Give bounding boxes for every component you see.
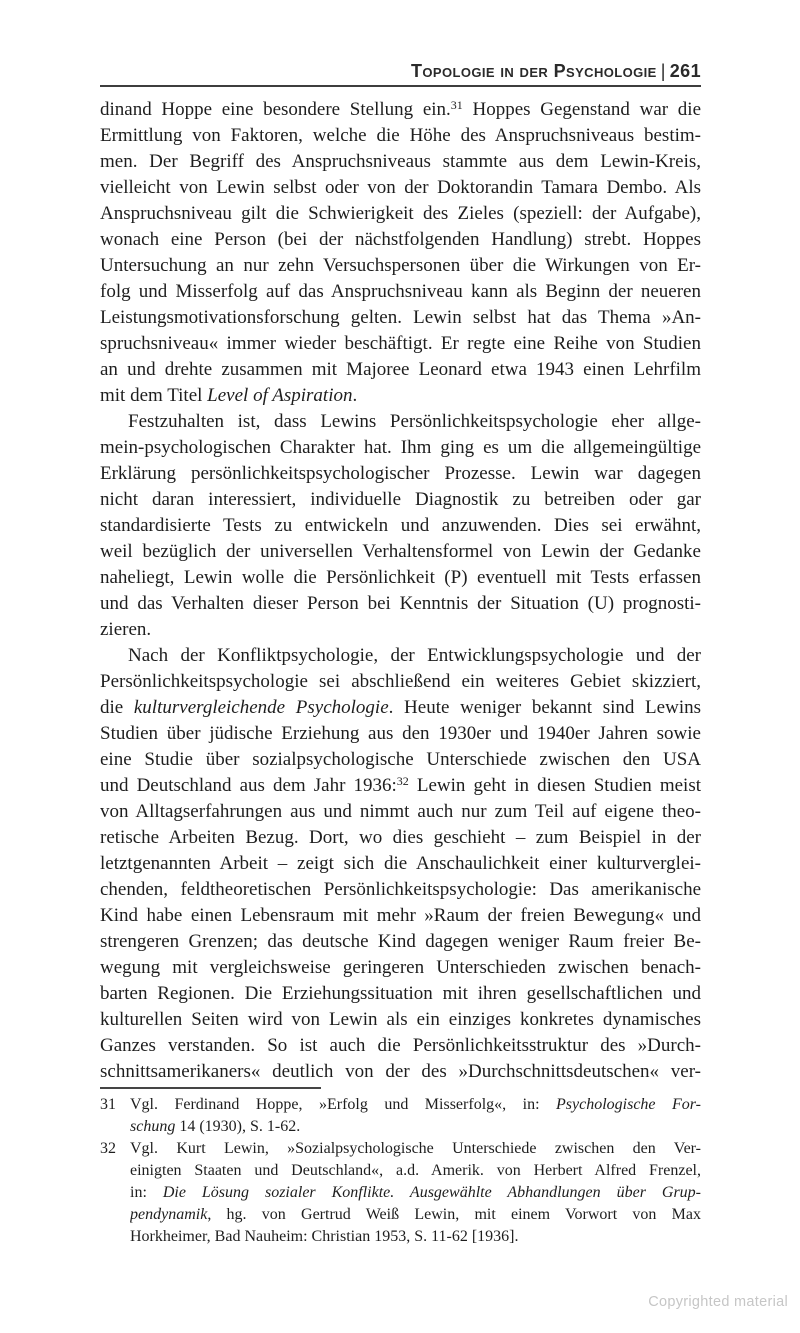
text-run: folg und Misserfolg auf das Anspruchsniveau kann als Beginn der neueren	[100, 281, 701, 302]
text-run: letztgenannten Arbeit – zeigt sich die Anschaulichkeit einer kulturverglei-	[100, 853, 701, 874]
text-line	[100, 201, 701, 227]
running-head	[100, 61, 701, 82]
text-run: mein-psychologischen Charakter hat. Ihm ging es um die allgemeingültige	[100, 437, 701, 458]
text-line	[100, 669, 701, 695]
header-rule	[100, 85, 701, 87]
text-run: Studien über jüdische Erziehung aus den 1930er und 1940er Jahren sowie	[100, 723, 701, 744]
footnote-reference: 31	[450, 98, 463, 112]
page-number: 261	[669, 61, 701, 81]
text-run: Leistungsmotivationsforschung gelten. Lewin selbst hat das Thema »An-	[100, 307, 701, 328]
text-line	[100, 513, 701, 539]
text-run: kulturellen Seiten wird von Lewin als ein einziges konkretes dynamisches	[100, 1009, 701, 1030]
text-line	[100, 97, 701, 123]
text-run: Die Lösung sozialer Konflikte. Ausgewählte Abhandlungen über Grup-	[162, 1184, 701, 1201]
text-line	[100, 1033, 701, 1059]
text-line	[100, 955, 701, 981]
text-run: Ermittlung von Faktoren, welche die Höhe des Anspruchsniveaus bestim-	[100, 125, 701, 146]
text-line	[130, 1182, 701, 1204]
text-line	[100, 695, 701, 721]
text-run: Ganzes verstanden. So ist auch die Persönlichkeitsstruktur des »Durch-	[100, 1035, 701, 1056]
text-line	[100, 409, 701, 435]
running-head-title: Topologie in der Psychologie	[411, 61, 657, 81]
text-line	[100, 643, 701, 669]
text-run: Erklärung persönlichkeitspsychologischer Prozesse. Lewin war dagegen	[100, 463, 701, 484]
text-line	[100, 877, 701, 903]
footnote-number: 31	[100, 1096, 116, 1113]
paragraph	[100, 97, 701, 409]
text-line	[100, 851, 701, 877]
text-run: kulturvergleichende Psychologie	[133, 697, 389, 718]
text-run: dinand Hoppe eine besondere Stellung ein.	[100, 99, 451, 120]
text-run: chenden, feldtheoretischen Persönlichkeitspsychologie: Das amerikanische	[100, 879, 701, 900]
footnote-number: 32	[100, 1140, 116, 1157]
paragraph	[100, 643, 701, 1085]
text-line	[100, 383, 701, 409]
text-run: in:	[130, 1184, 163, 1201]
footnote-rule	[100, 1087, 321, 1089]
text-run: Horkheimer, Bad Nauheim: Christian 1953, S. 11-62 [1936].	[130, 1228, 519, 1245]
text-run: wonach eine Person (bei der nächstfolgenden Handlung) strebt. Hoppes	[100, 229, 701, 250]
text-line	[130, 1138, 701, 1160]
text-run: vielleicht von Lewin selbst oder von der Doktorandin Tamara Dembo. Als	[100, 177, 701, 198]
text-line	[100, 175, 701, 201]
text-line	[100, 903, 701, 929]
text-line	[130, 1204, 701, 1226]
text-line	[100, 331, 701, 357]
text-line	[100, 1059, 701, 1085]
text-run: Festzuhalten ist, dass Lewins Persönlichkeitspsychologie eher allge-	[128, 411, 701, 432]
text-run: men. Der Begriff des Anspruchsniveaus stammte aus dem Lewin-Kreis,	[100, 151, 701, 172]
text-line	[100, 981, 701, 1007]
text-line	[130, 1160, 701, 1182]
text-line	[100, 591, 701, 617]
text-run: eine Studie über sozialpsychologische Unterschiede zwischen den USA	[100, 749, 701, 770]
text-run: barten Regionen. Die Erziehungssituation mit ihren gesellschaftlichen und	[100, 983, 701, 1004]
text-line	[100, 279, 701, 305]
text-run: 14 (1930), S. 1-62.	[175, 1118, 301, 1135]
footnote-reference: 32	[396, 774, 409, 788]
text-run: Anspruchsniveau gilt die Schwierigkeit des Zieles (speziell: der Aufgabe),	[100, 203, 701, 224]
text-run: die	[100, 697, 134, 718]
text-line	[130, 1094, 701, 1116]
text-line	[100, 305, 701, 331]
text-run: Vgl. Kurt Lewin, »Sozialpsychologische Unterschiede zwischen den Ver-	[130, 1140, 701, 1157]
text-line	[130, 1116, 701, 1138]
text-run: Vgl. Ferdinand Hoppe, »Erfolg und Misserfolg«, in:	[130, 1096, 556, 1113]
text-line	[100, 149, 701, 175]
text-run: . Heute weniger bekannt sind Lewins	[388, 697, 701, 718]
text-run: und das Verhalten dieser Person bei Kenntnis der Situation (U) prognosti-	[100, 593, 701, 614]
text-run: strengeren Grenzen; das deutsche Kind dagegen weniger Raum freier Be-	[100, 931, 701, 952]
text-line	[100, 487, 701, 513]
text-run: Nach der Konfliktpsychologie, der Entwicklungspsychologie und der	[128, 645, 701, 666]
text-line	[100, 357, 701, 383]
text-run: schung	[130, 1118, 176, 1135]
text-line	[100, 929, 701, 955]
text-run: weil bezüglich der universellen Verhaltensformel von Lewin der Gedanke	[100, 541, 701, 562]
copyright-watermark: Copyrighted material	[648, 1294, 788, 1310]
text-run: mit dem Titel	[100, 385, 208, 406]
text-line	[100, 539, 701, 565]
text-line	[130, 1226, 701, 1248]
text-line	[100, 435, 701, 461]
footnotes	[100, 1094, 701, 1248]
text-run: naheliegt, Lewin wolle die Persönlichkeit (P) eventuell mit Tests erfassen	[100, 567, 701, 588]
text-run: standardisierte Tests zu entwickeln und anzuwenden. Dies sei erwähnt,	[100, 515, 701, 536]
text-run: Untersuchung an nur zehn Versuchspersonen über die Wirkungen von Er-	[100, 255, 701, 276]
text-run: Psychologische For-	[556, 1096, 701, 1113]
text-run: Lewin geht in diesen Studien meist	[408, 775, 701, 796]
text-run: einigten Staaten und Deutschland«, a.d. Amerik. von Herbert Alfred Frenzel,	[130, 1162, 701, 1179]
text-run: Hoppes Gegenstand war die	[462, 99, 701, 120]
text-run: Persönlichkeitspsychologie sei abschließend ein weiteres Gebiet skizziert,	[100, 671, 701, 692]
text-run: an und drehte zusammen mit Majoree Leonard etwa 1943 einen Lehrfilm	[100, 359, 701, 380]
footnote-item	[100, 1138, 701, 1248]
paragraph	[100, 409, 701, 643]
body-text	[100, 97, 701, 1085]
text-run: nicht daran interessiert, individuelle Diagnostik zu betreiben oder gar	[100, 489, 701, 510]
text-line	[100, 747, 701, 773]
text-line	[100, 461, 701, 487]
text-run: retische Arbeiten Bezug. Dort, wo dies geschieht – zum Beispiel in der	[100, 827, 701, 848]
footnote-text	[130, 1138, 701, 1248]
text-run: .	[352, 385, 358, 406]
text-line	[100, 253, 701, 279]
text-run: schnittsamerikaners« deutlich von der des »Durchschnittsdeutschen« ver-	[100, 1061, 701, 1082]
text-line	[100, 1007, 701, 1033]
running-head-separator: |	[660, 61, 666, 81]
text-run: und Deutschland aus dem Jahr 1936:	[100, 775, 397, 796]
text-line	[100, 799, 701, 825]
text-run: , hg. von Gertrud Weiß Lewin, mit einem Vorwort von Max	[207, 1206, 701, 1223]
text-run: Level of Aspiration	[207, 385, 353, 406]
text-line	[100, 825, 701, 851]
text-run: pendynamik	[130, 1206, 208, 1223]
text-line	[100, 227, 701, 253]
text-run: zieren.	[100, 619, 152, 640]
text-run: spruchsniveau« immer wieder beschäftigt. Er regte eine Reihe von Studien	[100, 333, 701, 354]
text-run: von Alltagserfahrungen aus und nimmt auch nur zum Teil auf eigene theo-	[100, 801, 701, 822]
text-run: wegung mit vergleichsweise geringeren Unterschieden zwischen benach-	[100, 957, 701, 978]
text-line	[100, 773, 701, 799]
text-line	[100, 565, 701, 591]
text-run: Kind habe einen Lebensraum mit mehr »Raum der freien Bewegung« und	[100, 905, 701, 926]
text-line	[100, 123, 701, 149]
footnote-text	[130, 1094, 701, 1138]
footnote-item	[100, 1094, 701, 1138]
text-line	[100, 617, 701, 643]
text-line	[100, 721, 701, 747]
